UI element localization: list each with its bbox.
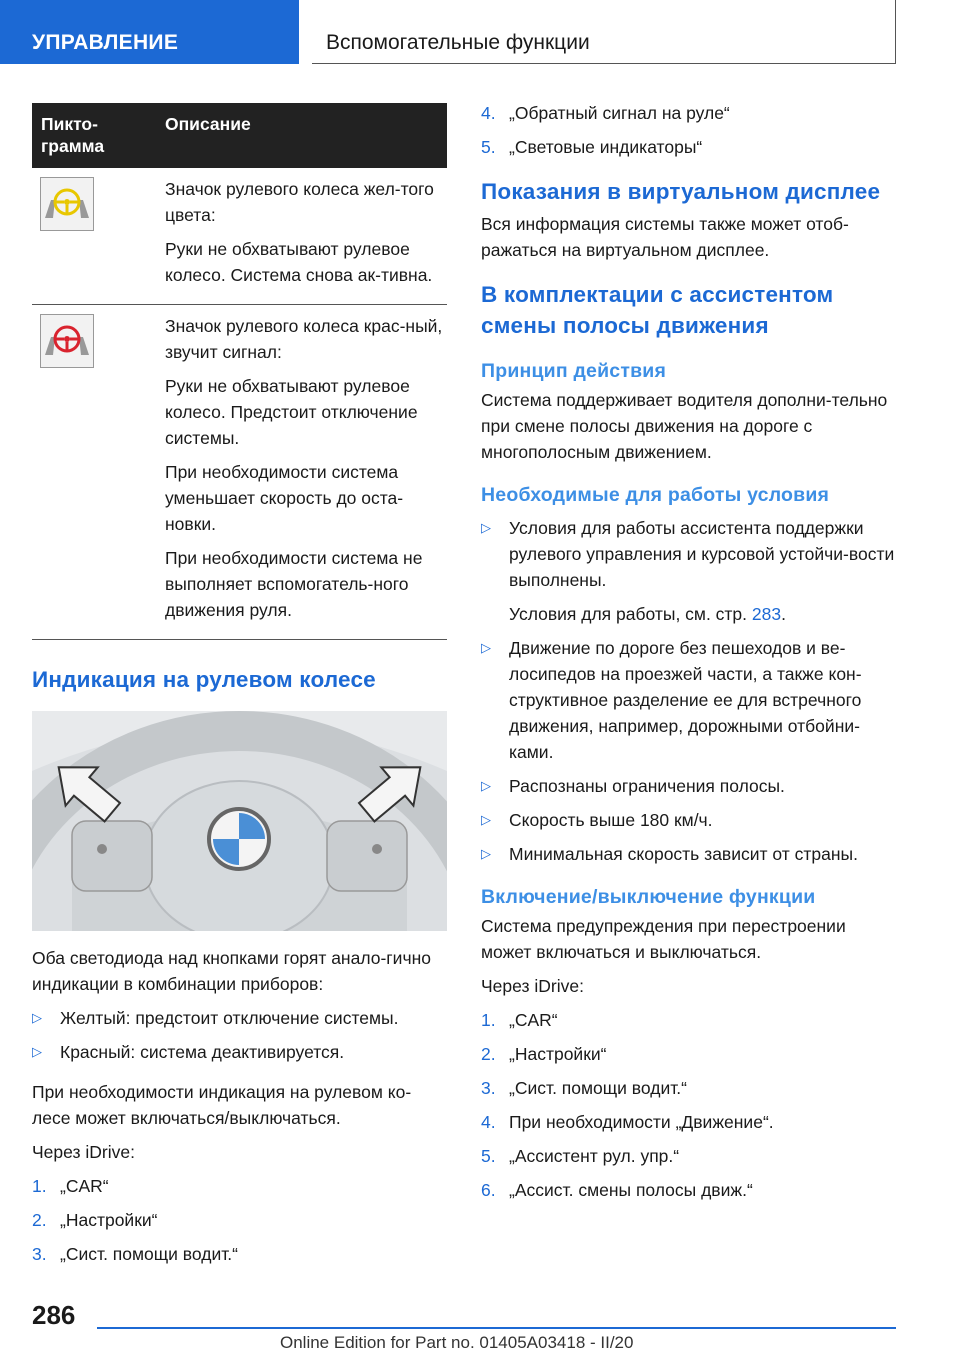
body-text: Система поддерживает водителя дополни-тельно при смене полосы движения на дороге с многополосным движением. [481,390,888,462]
triangle-bullet-icon: ▷ [481,812,491,827]
list-item: 5. „Световые индикаторы“ [481,137,703,157]
table-header [32,103,447,168]
column-header-pictogram: Пикто- грамма [41,114,105,156]
description-text: Значок рулевого колеса крас-ный, звучит сигнал: [165,316,443,362]
list-item: ▷ Минимальная скорость зависит от страны. [481,841,901,867]
triangle-bullet-icon: ▷ [481,640,491,655]
page-reference-link[interactable]: 283 [751,604,782,624]
body-text: Вся информация системы также может отоб-ражаться на виртуальном дисплее. [481,214,849,260]
red-steering-wheel-icon [40,314,94,368]
list-item: 3. „Сист. помощи водит.“ [32,1244,238,1264]
list-item: 5. „Ассистент рул. упр.“ [481,1146,680,1166]
triangle-bullet-icon: ▷ [32,1010,42,1025]
footer-divider [97,1327,896,1329]
subsection-heading: Включение/выключение функции [481,886,816,908]
body-text: Через iDrive: [481,976,584,996]
table-row [32,305,447,640]
section-tab: УПРАВЛЕНИЕ [0,0,299,64]
subsection-heading: Принцип действия [481,360,667,382]
list-item: 1. „CAR“ [481,1010,558,1030]
yellow-steering-wheel-icon [40,177,94,231]
section-heading: В комплектации с ассистентом смены полосы движения [481,282,834,338]
column-header-description: Описание [165,114,251,134]
description-text: При необходимости система уменьшает скорость до оста-новки. [165,462,404,534]
body-text: При необходимости индикация на рулевом ко-лесе может включаться/выключаться. [32,1082,412,1128]
list-item: ▷ Скорость выше 180 км/ч. [481,807,901,833]
list-item: ▷ Распознаны ограничения полосы. [481,773,901,799]
list-item: 4. „Обратный сигнал на руле“ [481,103,730,123]
caption-text: Оба светодиода над кнопками горят анало-гично индикации в комбинации приборов: [32,948,431,994]
triangle-bullet-icon: ▷ [481,846,491,861]
triangle-bullet-icon: ▷ [481,778,491,793]
right-column [481,100,901,1203]
list-item: ▷ Условия для работы ассистента поддержки рулевого управления и курсовой устойчи-вости выполнены. Условия для работы, см. стр. 283. [481,515,901,627]
list-item: ▷ Желтый: предстоит отключение системы. [32,1005,447,1031]
triangle-bullet-icon: ▷ [32,1044,42,1059]
list-item: ▷ Движение по дороге без пешеходов и ве-лосипедов на проезжей части, а также кон-структивное разделение ее для встречного движения, например, дорожными отбойни-ками. [481,635,901,765]
subsection-heading: Необходимые для работы условия [481,484,830,506]
list-item: 3. „Сист. помощи водит.“ [481,1078,687,1098]
list-item: 4. При необходимости „Движение“. [481,1112,774,1132]
section-heading: Индикация на рулевом колесе [32,667,376,692]
list-item: 2. „Настройки“ [481,1044,607,1064]
steering-wheel-photo [32,711,447,931]
section-heading: Показания в виртуальном дисплее [481,179,881,204]
description-text: Значок рулевого колеса жел-того цвета: [165,179,434,225]
list-item: ▷ Красный: система деактивируется. [32,1039,447,1065]
list-item: 2. „Настройки“ [32,1210,158,1230]
list-item: 1. „CAR“ [32,1176,109,1196]
left-column [32,103,447,1267]
description-text: Руки не обхватывают рулевое колесо. Предстоит отключение системы. [165,376,418,448]
table-row [32,168,447,305]
chapter-title: Вспомогательные функции [312,0,896,64]
list-item: 6. „Ассист. смены полосы движ.“ [481,1180,753,1200]
description-text: При необходимости система не выполняет вспомогатель-ного движения руля. [165,548,423,620]
body-text: Через iDrive: [32,1142,135,1162]
body-text: Система предупреждения при перестроении может включаться и выключаться. [481,916,846,962]
description-text: Руки не обхватывают рулевое колесо. Система снова ак-тивна. [165,239,433,285]
triangle-bullet-icon: ▷ [481,520,491,535]
edition-footer: Online Edition for Part no. 01405A03418 - II/20 [280,1333,634,1352]
page-number: 286 [32,1300,76,1330]
